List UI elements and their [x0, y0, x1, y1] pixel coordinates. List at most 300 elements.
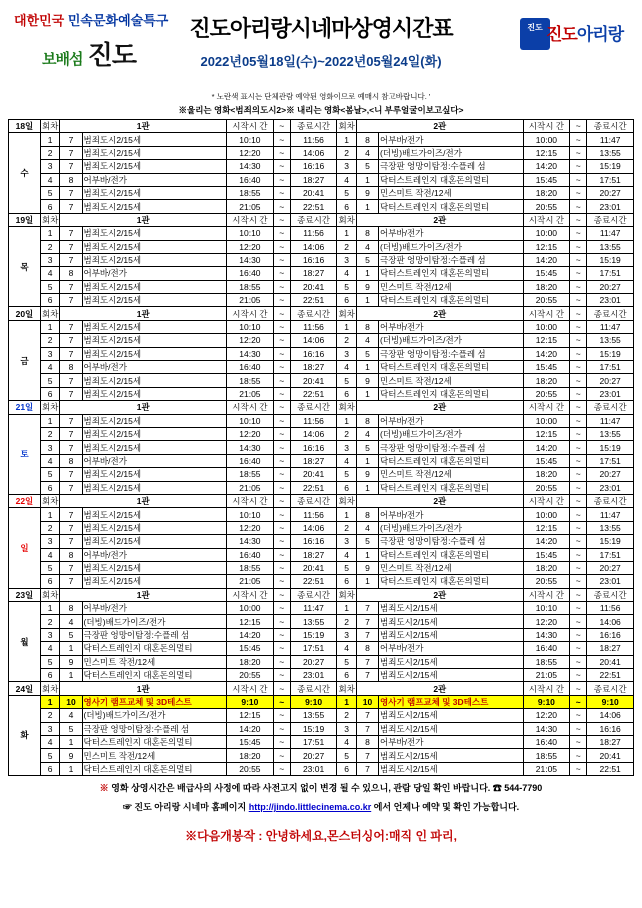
end-time: 15:19 — [587, 347, 634, 360]
hall2-tilde-header: ~ — [570, 588, 587, 601]
hall2-round-header: 회차 — [338, 589, 355, 600]
table-row — [9, 454, 634, 467]
time-separator: ~ — [570, 521, 587, 534]
time-separator: ~ — [570, 173, 587, 186]
hall1-round-header: 회차 — [41, 214, 59, 225]
end-time: 11:56 — [290, 508, 337, 521]
seat-count: 4 — [60, 615, 82, 628]
seat-count: 7 — [356, 722, 378, 735]
movie-title: 범죄도시2/15세 — [379, 722, 524, 735]
time-separator: ~ — [570, 347, 587, 360]
round-no: 6 — [40, 669, 60, 682]
round-no: 1 — [40, 508, 60, 521]
seat-count: 8 — [356, 642, 378, 655]
schedule-table — [8, 119, 634, 776]
time-separator: ~ — [570, 294, 587, 307]
time-separator: ~ — [570, 240, 587, 253]
time-separator: ~ — [570, 468, 587, 481]
start-time: 15:45 — [523, 267, 570, 280]
time-separator: ~ — [570, 146, 587, 159]
round-no: 5 — [337, 655, 357, 668]
seat-count: 1 — [356, 548, 378, 561]
time-separator: ~ — [273, 227, 290, 240]
day-date: 23일 — [9, 588, 41, 601]
seat-count: 1 — [356, 454, 378, 467]
movie-title: 극장판 엉망이탐정:수플레 섬 — [82, 722, 227, 735]
end-time: 17:51 — [290, 642, 337, 655]
round-no: 3 — [40, 347, 60, 360]
time-separator: ~ — [570, 280, 587, 293]
time-separator: ~ — [570, 548, 587, 561]
hall2-round-header: 회차 — [338, 308, 355, 319]
time-separator: ~ — [273, 441, 290, 454]
end-time: 23:01 — [587, 387, 634, 400]
hall1-tilde-header: ~ — [273, 682, 290, 695]
seat-count: 8 — [356, 508, 378, 521]
start-time: 14:30 — [227, 535, 274, 548]
end-time: 23:01 — [587, 294, 634, 307]
table-row — [9, 695, 634, 708]
round-no: 6 — [40, 575, 60, 588]
day-header-row — [9, 213, 634, 226]
time-separator: ~ — [570, 454, 587, 467]
table-row — [9, 240, 634, 253]
seat-count: 10 — [356, 695, 378, 708]
end-time: 14:06 — [290, 146, 337, 159]
end-time: 15:19 — [290, 628, 337, 641]
seat-count: 7 — [356, 709, 378, 722]
start-time: 20:55 — [523, 575, 570, 588]
time-separator: ~ — [570, 762, 587, 775]
end-time: 20:27 — [587, 374, 634, 387]
movie-title: 닥터스트레인지 대혼돈의멀티 — [379, 173, 524, 186]
start-time: 10:10 — [227, 320, 274, 333]
hall2-end-header: 종료시간 — [587, 682, 634, 695]
round-no: 4 — [40, 267, 60, 280]
seat-count: 8 — [60, 454, 82, 467]
hall1-start-header: 시작시 간 — [227, 401, 274, 414]
end-time: 14:06 — [290, 240, 337, 253]
end-time: 20:27 — [587, 280, 634, 293]
brand-part-b: 아리랑 — [576, 25, 624, 44]
hall2-tilde-header: ~ — [570, 307, 587, 320]
end-time: 13:55 — [290, 615, 337, 628]
table-row — [9, 762, 634, 775]
time-separator: ~ — [273, 615, 290, 628]
time-separator: ~ — [273, 695, 290, 708]
movie-title: 어부바/전가 — [379, 320, 524, 333]
round-no: 4 — [337, 361, 357, 374]
time-separator: ~ — [273, 387, 290, 400]
movie-title: 민스미트 작전/12세 — [379, 561, 524, 574]
movie-title: 범죄도시2/15세 — [82, 374, 227, 387]
seat-count: 8 — [356, 320, 378, 333]
hall1-end-header: 종료시간 — [290, 307, 337, 320]
seat-count: 1 — [356, 387, 378, 400]
round-no: 5 — [40, 280, 60, 293]
end-time: 23:01 — [587, 200, 634, 213]
round-no: 1 — [337, 133, 357, 146]
end-time: 11:47 — [587, 508, 634, 521]
end-time: 22:51 — [290, 387, 337, 400]
hall2-end-header: 종료시간 — [587, 120, 634, 133]
table-row — [9, 267, 634, 280]
time-separator: ~ — [570, 722, 587, 735]
start-time: 16:40 — [227, 173, 274, 186]
end-time: 20:41 — [290, 468, 337, 481]
start-time: 20:55 — [227, 762, 274, 775]
start-time: 18:20 — [523, 561, 570, 574]
table-row — [9, 361, 634, 374]
movie-title: (더빙)배드가이즈/전가 — [82, 709, 227, 722]
footer-homepage-suffix: 에서 언제나 예약 및 확인 가능합니다. — [373, 802, 520, 813]
hall1-round-header: 회차 — [41, 308, 59, 319]
seat-count: 8 — [60, 173, 82, 186]
seat-count: 8 — [356, 133, 378, 146]
seat-count: 4 — [356, 240, 378, 253]
movie-title: 닥터스트레인지 대혼돈의멀티 — [379, 200, 524, 213]
start-time: 10:00 — [523, 508, 570, 521]
movie-title: 어부바/전가 — [379, 227, 524, 240]
start-time: 20:55 — [227, 669, 274, 682]
seat-count: 1 — [356, 200, 378, 213]
round-no: 3 — [337, 722, 357, 735]
end-time: 13:55 — [587, 334, 634, 347]
homepage-link[interactable]: http://jindo.littlecinema.co.kr — [248, 802, 372, 813]
hall2-header: 2관 — [356, 307, 523, 320]
start-time: 15:45 — [523, 173, 570, 186]
seat-count: 7 — [60, 253, 82, 266]
hall2-tilde-header: ~ — [570, 401, 587, 414]
start-time: 16:40 — [227, 267, 274, 280]
movie-title: 닥터스트레인지 대혼돈의멀티 — [379, 267, 524, 280]
start-time: 10:10 — [227, 227, 274, 240]
day-date: 22일 — [9, 494, 41, 507]
hall1-header: 1관 — [60, 213, 227, 226]
end-time: 9:10 — [587, 695, 634, 708]
round-no: 4 — [40, 454, 60, 467]
table-row — [9, 628, 634, 641]
round-no: 3 — [40, 441, 60, 454]
end-time: 18:27 — [587, 642, 634, 655]
hall2-tilde-header: ~ — [570, 494, 587, 507]
seat-count: 7 — [60, 414, 82, 427]
hall2-end-header: 종료시간 — [587, 401, 634, 414]
hall1-round-header: 회차 — [41, 683, 59, 694]
round-no: 5 — [337, 186, 357, 199]
movie-title: 범죄도시2/15세 — [82, 481, 227, 494]
end-time: 11:56 — [290, 133, 337, 146]
round-no: 4 — [40, 173, 60, 186]
hall2-header: 2관 — [356, 120, 523, 133]
end-time: 14:06 — [290, 334, 337, 347]
end-time: 16:16 — [290, 160, 337, 173]
movie-title: 범죄도시2/15세 — [379, 762, 524, 775]
seat-count: 9 — [60, 749, 82, 762]
round-no: 2 — [40, 521, 60, 534]
time-separator: ~ — [273, 762, 290, 775]
start-time: 20:55 — [523, 294, 570, 307]
day-header-row — [9, 588, 634, 601]
hall1-start-header: 시작시 간 — [227, 213, 274, 226]
seat-count: 7 — [60, 427, 82, 440]
day-header-row — [9, 494, 634, 507]
hall1-round-header: 회차 — [41, 496, 59, 507]
org-line1-b: 민속문화예술특구 — [67, 13, 169, 28]
seat-count: 7 — [356, 762, 378, 775]
table-row — [9, 561, 634, 574]
seat-count: 1 — [356, 575, 378, 588]
hall1-round-header: 회차 — [41, 402, 59, 413]
start-time: 14:20 — [523, 347, 570, 360]
seat-count: 7 — [356, 628, 378, 641]
upcoming-releases: ※다음개봉작 : 안녕하세요,몬스터싱어:매직 인 파리, — [185, 829, 457, 844]
table-row — [9, 548, 634, 561]
seat-count: 5 — [356, 160, 378, 173]
end-time: 22:51 — [587, 669, 634, 682]
period-subtitle: 2022년05월18일(수)~2022년05월24일(화) — [200, 54, 442, 69]
movie-title: 민스미트 작전/12세 — [379, 468, 524, 481]
end-time: 18:27 — [290, 267, 337, 280]
hall2-header: 2관 — [356, 401, 523, 414]
round-no: 3 — [40, 628, 60, 641]
table-row — [9, 173, 634, 186]
start-time: 18:55 — [227, 468, 274, 481]
seat-count: 7 — [60, 160, 82, 173]
end-time: 22:51 — [290, 481, 337, 494]
round-no: 4 — [337, 267, 357, 280]
hall1-tilde-header: ~ — [273, 588, 290, 601]
movie-title: 닥터스트레인지 대혼돈의멀티 — [379, 454, 524, 467]
start-time: 12:15 — [523, 240, 570, 253]
start-time: 12:15 — [523, 334, 570, 347]
movie-title: 어부바/전가 — [379, 414, 524, 427]
round-no: 5 — [337, 561, 357, 574]
time-separator: ~ — [273, 361, 290, 374]
seat-count: 5 — [356, 253, 378, 266]
movie-title: 닥터스트레인지 대혼돈의멀티 — [379, 575, 524, 588]
table-row — [9, 468, 634, 481]
start-time: 20:55 — [523, 481, 570, 494]
end-time: 20:27 — [587, 186, 634, 199]
day-header-row — [9, 120, 634, 133]
end-time: 18:27 — [587, 735, 634, 748]
start-time: 10:00 — [523, 133, 570, 146]
seat-count: 7 — [60, 240, 82, 253]
movie-title: 범죄도시2/15세 — [82, 294, 227, 307]
seat-count: 7 — [60, 347, 82, 360]
hall2-start-header: 시작시 간 — [523, 120, 570, 133]
movie-title: 어부바/전가 — [82, 602, 227, 615]
round-no: 2 — [40, 240, 60, 253]
end-time: 18:27 — [290, 361, 337, 374]
hall1-header: 1관 — [60, 307, 227, 320]
end-time: 23:01 — [290, 669, 337, 682]
movie-title: (더빙)배드가이즈/전가 — [379, 427, 524, 440]
day-date: 24일 — [9, 682, 41, 695]
table-row — [9, 602, 634, 615]
time-separator: ~ — [570, 481, 587, 494]
day-name: 일 — [9, 508, 41, 588]
time-separator: ~ — [570, 133, 587, 146]
start-time: 21:05 — [227, 575, 274, 588]
end-time: 13:55 — [587, 146, 634, 159]
hall1-tilde-header: ~ — [273, 120, 290, 133]
end-time: 16:16 — [587, 722, 634, 735]
round-no: 3 — [337, 160, 357, 173]
start-time: 12:15 — [523, 427, 570, 440]
table-row — [9, 387, 634, 400]
seat-count: 4 — [60, 709, 82, 722]
table-row — [9, 200, 634, 213]
start-time: 14:20 — [523, 253, 570, 266]
table-row — [9, 669, 634, 682]
movie-title: 범죄도시2/15세 — [82, 535, 227, 548]
hall2-round-header: 회차 — [338, 683, 355, 694]
end-time: 23:01 — [290, 762, 337, 775]
end-time: 11:47 — [587, 227, 634, 240]
round-no: 6 — [40, 200, 60, 213]
time-separator: ~ — [273, 535, 290, 548]
seat-count: 7 — [60, 481, 82, 494]
table-row — [9, 735, 634, 748]
start-time: 14:30 — [227, 441, 274, 454]
seat-count: 7 — [60, 575, 82, 588]
start-time: 18:55 — [227, 280, 274, 293]
end-time: 15:19 — [587, 535, 634, 548]
seat-count: 7 — [60, 186, 82, 199]
movie-title: 범죄도시2/15세 — [82, 280, 227, 293]
end-time: 15:19 — [290, 722, 337, 735]
start-time: 10:00 — [227, 602, 274, 615]
movie-title: 범죄도시2/15세 — [82, 200, 227, 213]
round-no: 3 — [337, 535, 357, 548]
round-no: 1 — [40, 133, 60, 146]
table-row — [9, 709, 634, 722]
day-name: 토 — [9, 414, 41, 494]
round-no: 4 — [337, 454, 357, 467]
hall1-end-header: 종료시간 — [290, 588, 337, 601]
start-time: 20:55 — [523, 200, 570, 213]
movie-title: 범죄도시2/15세 — [82, 561, 227, 574]
time-separator: ~ — [273, 735, 290, 748]
movie-title: 극장판 엉망이탐정:수플레 섬 — [379, 160, 524, 173]
start-time: 10:00 — [523, 320, 570, 333]
time-separator: ~ — [273, 160, 290, 173]
hall2-round-header: 회차 — [338, 496, 355, 507]
seat-count: 7 — [356, 602, 378, 615]
round-no: 1 — [337, 227, 357, 240]
time-separator: ~ — [570, 253, 587, 266]
start-time: 14:30 — [227, 160, 274, 173]
seat-count: 8 — [60, 548, 82, 561]
start-time: 14:30 — [523, 628, 570, 641]
start-time: 9:10 — [523, 695, 570, 708]
seat-count: 1 — [60, 642, 82, 655]
table-row — [9, 133, 634, 146]
movie-title: 영사기 램프교체 및 3D테스트 — [82, 695, 227, 708]
day-header-row — [9, 682, 634, 695]
seat-count: 1 — [356, 361, 378, 374]
notice-subline: * 노란색 표시는 단체관람 예약된 영화이므로 예매시 참고바랍니다. ' — [211, 92, 431, 101]
end-time: 11:47 — [587, 133, 634, 146]
movie-title: 어부바/전가 — [82, 173, 227, 186]
seat-count: 10 — [60, 695, 82, 708]
hall1-start-header: 시작시 간 — [227, 307, 274, 320]
hall1-tilde-header: ~ — [273, 401, 290, 414]
end-time: 16:16 — [290, 441, 337, 454]
movie-title: 닥터스트레인지 대혼돈의멀티 — [379, 361, 524, 374]
end-time: 11:47 — [290, 602, 337, 615]
end-time: 17:51 — [290, 735, 337, 748]
start-time: 21:05 — [523, 669, 570, 682]
movie-title: 범죄도시2/15세 — [82, 227, 227, 240]
movie-title: 범죄도시2/15세 — [379, 655, 524, 668]
seat-count: 7 — [356, 655, 378, 668]
start-time: 14:20 — [523, 160, 570, 173]
time-separator: ~ — [273, 561, 290, 574]
time-separator: ~ — [570, 615, 587, 628]
hall2-header: 2관 — [356, 213, 523, 226]
time-separator: ~ — [273, 133, 290, 146]
round-no: 2 — [337, 521, 357, 534]
movie-title: 범죄도시2/15세 — [82, 414, 227, 427]
start-time: 18:20 — [523, 468, 570, 481]
end-time: 22:51 — [290, 294, 337, 307]
day-date: 20일 — [9, 307, 41, 320]
movie-title: 민스미트 작전/12세 — [82, 749, 227, 762]
hall2-round-header: 회차 — [338, 121, 355, 132]
time-separator: ~ — [570, 267, 587, 280]
end-time: 15:19 — [587, 253, 634, 266]
end-time: 15:19 — [587, 160, 634, 173]
hall1-end-header: 종료시간 — [290, 213, 337, 226]
movie-title: 어부바/전가 — [82, 361, 227, 374]
end-time: 20:41 — [587, 655, 634, 668]
time-separator: ~ — [273, 628, 290, 641]
table-row — [9, 280, 634, 293]
start-time: 21:05 — [523, 762, 570, 775]
seat-count: 1 — [60, 669, 82, 682]
hall2-start-header: 시작시 간 — [523, 494, 570, 507]
table-row — [9, 615, 634, 628]
seat-count: 5 — [356, 441, 378, 454]
end-time: 22:51 — [587, 762, 634, 775]
start-time: 18:20 — [523, 280, 570, 293]
seat-count: 4 — [356, 521, 378, 534]
time-separator: ~ — [273, 468, 290, 481]
round-no: 4 — [40, 361, 60, 374]
time-separator: ~ — [570, 575, 587, 588]
movie-title: 범죄도시2/15세 — [82, 508, 227, 521]
end-time: 13:55 — [587, 427, 634, 440]
start-time: 18:55 — [227, 374, 274, 387]
round-no: 4 — [40, 735, 60, 748]
movie-title: 범죄도시2/15세 — [82, 240, 227, 253]
time-separator: ~ — [273, 709, 290, 722]
time-separator: ~ — [273, 669, 290, 682]
round-no: 1 — [40, 414, 60, 427]
movie-title: 민스미트 작전/12세 — [379, 186, 524, 199]
start-time: 12:20 — [523, 709, 570, 722]
start-time: 20:55 — [523, 387, 570, 400]
day-header-row — [9, 401, 634, 414]
table-row — [9, 722, 634, 735]
round-no: 6 — [40, 387, 60, 400]
hall1-tilde-header: ~ — [273, 307, 290, 320]
seat-count: 8 — [60, 267, 82, 280]
movie-title: 닥터스트레인지 대혼돈의멀티 — [379, 294, 524, 307]
